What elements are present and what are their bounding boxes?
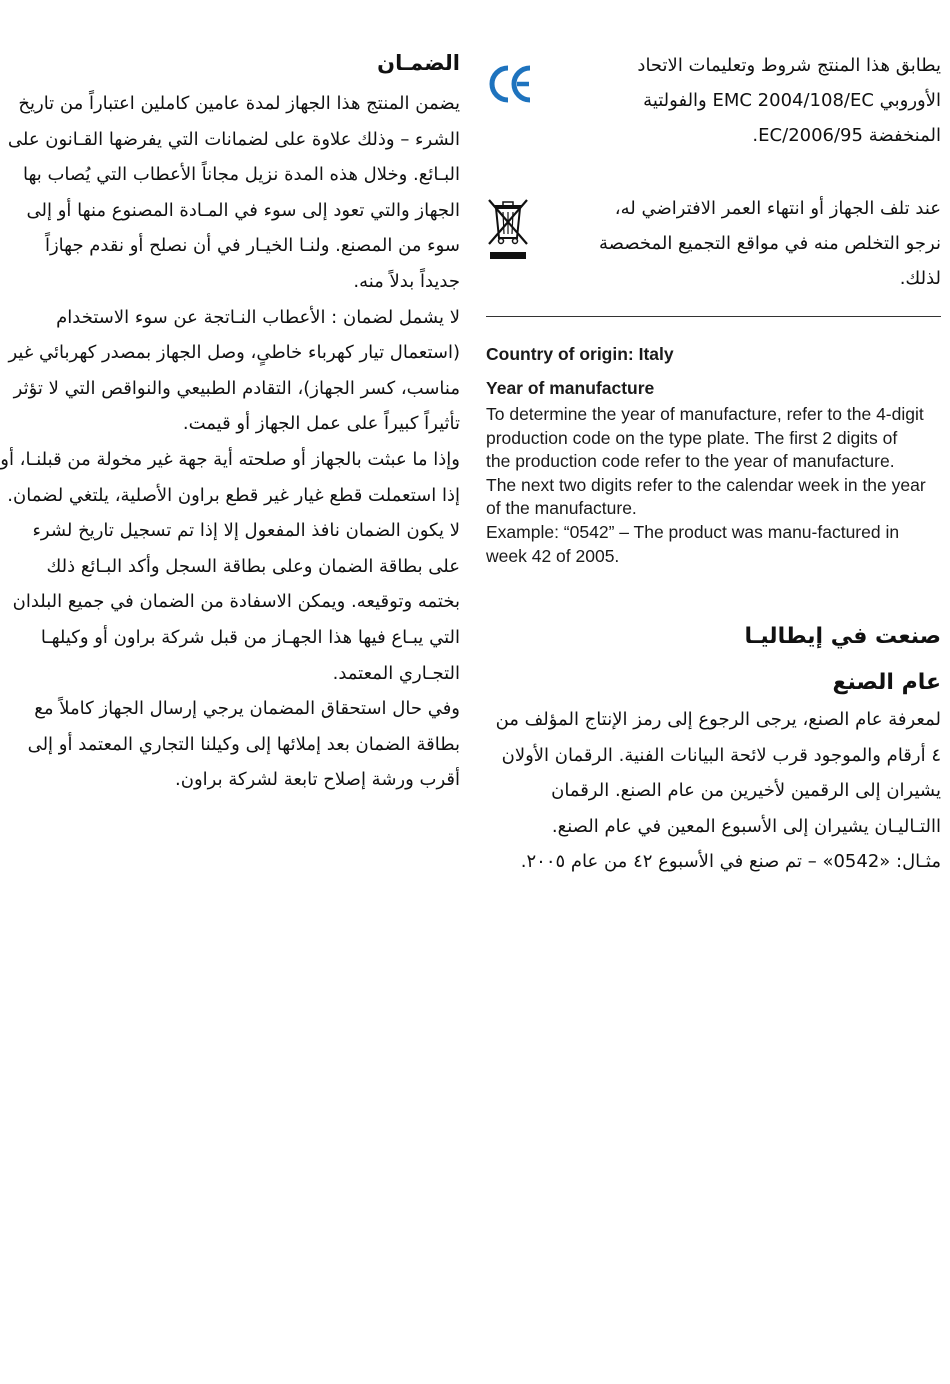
warranty-paragraph: لا يشمل لضمان : الأعطاب النـاتجة عن سوء الاستخدام (استعمال تيار كهرباء خاطىٍ، وصل الجهاز بمصدر كهربائي غير مناسب، كسر الجهاز)، التقادم الطبيعي والنواقص التي لا تؤثر تأثيراً كبيراً على عمل الجهاز أو قيمت. <box>8 306 460 435</box>
arabic-year-example: مثـال: «0542» – تم صنع في الأسبوع ٤٢ من عام ٢٠٠٥. <box>520 851 941 873</box>
year-paragraph: To determine the year of manufacture, refer to the 4-digit production code on the type plate. The first 2 digits of the production code refer to the year of manufacture. The next two digits refer to the calendar week in the year of the manufacture. <box>486 404 926 519</box>
warranty-paragraph: وفي حال استحقاق المضمان يرجي إرسال الجهاز كاملاً مع بطاقة الضمان بعد إملائها إلى وكيلنا التجاري المعتمد أو إلى أقرب ورشة إصلاح تابعة لشركة براون. <box>27 698 460 791</box>
arabic-origin-heading: صنعت في إيطاليـا <box>744 624 941 649</box>
year-example: Example: “0542” – The product was manu-factured in week 42 of 2005. <box>486 521 900 566</box>
ce-mark-icon <box>486 60 534 108</box>
warranty-paragraph: وإذا ما عبثت بالجهاز أو صلحته أية جهة غير مخولة من قبلنـا، أو إذا استعملت قطع غيار غير قطع براون الأصلية، يلتغي لضمان. <box>0 448 460 506</box>
arabic-year-paragraph: لمعرفة عام الصنع، يرجى الرجوع إلى رمز الإنتاج المؤلف من ٤ أرقام والموجود قرب لائحة البيانات الفنية. الرقمان الأولان يشيران إلى الرقمين لأخيرين من عام الصنع. الرقمان االتـاليـان يشيران إلى الأسبوع المعين في عام الصنع. <box>495 709 941 837</box>
country-of-origin-heading: Country of origin: Italy <box>486 344 674 364</box>
disposal-paragraph: عند تلف الجهاز أو انتهاء العمر الافتراضي له، نرجو التخلص منه في مواقع التجميع المخصصة لذلك. <box>598 198 941 289</box>
section-divider <box>486 316 941 317</box>
year-of-manufacture-heading: Year of manufacture <box>486 378 655 398</box>
warranty-title: الضمـان <box>377 51 460 75</box>
crossed-bin-icon <box>486 196 530 262</box>
warranty-body <box>0 86 460 798</box>
year-of-manufacture-body <box>486 403 926 568</box>
ce-conformity-text <box>581 48 941 153</box>
arabic-year-body <box>486 702 941 880</box>
ce-conformity-paragraph: يطابق هذا المنتج شروط وتعليمات الاتحاد الأوروبي EMC 2004/108/EC والفولتية المنخفضة 2006/95/EC. <box>637 55 941 146</box>
arabic-year-heading: عام الصنع <box>832 670 941 695</box>
warranty-paragraph: لا يكون الضمان نافذ المفعول إلا إذا تم تسجيل تاريخ لشرء على بطاقة الضمان وعلى بطاقة السجل وأكد البـائع ذلك بختمه وتوقيعه. ويمكن الاسفادة من الضمان في جميع البلدان التي يبـاع فيها هذا الجهـاز من قبل شركة براون أو وكيلهـا التجـاري المعتمد. <box>12 520 460 684</box>
disposal-text <box>581 191 941 296</box>
warranty-paragraph: يضمن المنتج هذا الجهاز لمدة عامين كاملين اعتباراً من تاريخ الشرء – وذلك علاوة على لضمانات التي يفرضها القـانون على البـائع. وخلال هذه المدة نزيل مجاناً الأعطاب التي يُصاب بها الجهاز والتي تعود إلى سوء في المـادة المصنوع منها أو إلى سوء من المصنع. ولنـا الخيـار في أن نصلح أو نقدم جهازاً جديداً بدلاً منه. <box>7 93 460 292</box>
